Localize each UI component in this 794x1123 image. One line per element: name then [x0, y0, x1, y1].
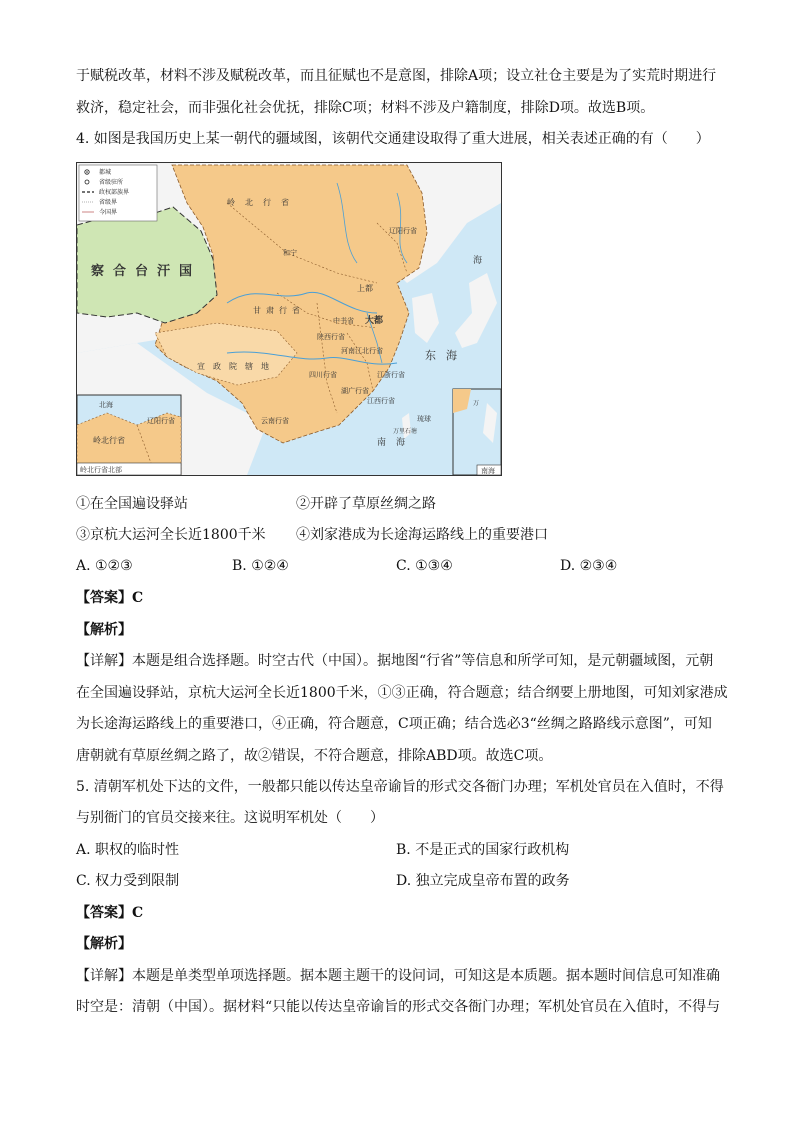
q5-detail-line: 时空是：清朝（中国）。据材料“只能以传达皇帝谕旨的形式交各衙门办理；军机处官员在入值时，不得与: [76, 999, 721, 1015]
q4-answer: 【答案】C: [76, 590, 144, 606]
label-liuqiu: 琉球: [417, 415, 431, 423]
statement-3: ③京杭大运河全长近1800千米: [76, 527, 266, 543]
label-shaanxi: 陕西行省: [317, 333, 345, 341]
label-shangdu: 上都: [357, 284, 373, 293]
legend-prov-seat: 省级驻所: [99, 179, 124, 186]
q5-choice-d[interactable]: D. 独立完成皇帝布置的政务: [396, 873, 570, 889]
q4-detail-line: 在全国遍设驿站，京杭大运河全长近1800千米，①③正确，符合题意；结合纲要上册地图，可知刘家港成: [76, 685, 728, 701]
q5-detail-line: 【详解】本题是单类型单项选择题。据本题主题干的设问词，可知这是本质题。据本题时间信息可知准确: [76, 968, 720, 984]
q4-detail-line: 为长途海运路线上的重要港口，④正确，符合题意，C项正确；结合选必3“丝绸之路路线示意图”，可知: [76, 716, 712, 732]
q5-choice-b[interactable]: B. 不是正式的国家行政机构: [396, 842, 570, 858]
question-5-stem: 5. 清朝军机处下达的文件，一般都只能以传达皇帝谕旨的形式交各衙门办理；军机处官员在入值时，不得: [76, 779, 724, 795]
q4-detail-line: 【详解】本题是组合选择题。时空古代（中国）。据地图“行省”等信息和所学可知，是元朝疆域图，元朝: [76, 653, 714, 669]
label-wanli: 万里石塘: [393, 428, 418, 435]
inset-title: 岭北行省北部: [80, 466, 122, 474]
legend-capital: 都城: [99, 169, 112, 176]
inset-wan-label: 万: [473, 400, 480, 407]
q4-choice-a[interactable]: A. ①②③: [76, 558, 133, 574]
q4-detail-line: 唐朝就有草原丝绸之路了，故②错误，不符合题意，排除ABD项。故选C项。: [76, 748, 553, 764]
inset-label-lingbei: 岭北行省: [93, 436, 125, 445]
statement-4: ④刘家港成为长途海运路线上的重要港口: [296, 527, 548, 543]
q4-analysis-title: 【解析】: [76, 622, 132, 638]
inset-south-sea-title: 南海: [481, 467, 495, 475]
legend-prov-border: 省级界: [99, 199, 118, 206]
inset-label-sea: 北海: [99, 401, 113, 409]
label-liaoyang: 辽阳行省: [389, 227, 417, 235]
label-sichuan: 四川行省: [309, 371, 337, 379]
label-sea: 海: [473, 256, 483, 266]
text-line: 救济，稳定社会，而非强化社会优抚，排除C项；材料不涉及户籍制度，排除D项。故选B项。: [76, 100, 655, 116]
statement-1: ①在全国遍设驿站: [76, 496, 188, 512]
label-jiangzhe: 江浙行省: [377, 371, 405, 379]
label-dadu: 大都: [365, 316, 384, 326]
label-chagatai: 察合台汗国: [91, 264, 202, 279]
q4-choice-b[interactable]: B. ①②④: [232, 558, 289, 574]
q5-choice-c[interactable]: C. 权力受到限制: [76, 873, 180, 889]
q5-answer: 【答案】C: [76, 905, 144, 921]
label-hening: 和宁: [283, 249, 297, 257]
label-xuanzheng: 宣政院辖地: [197, 362, 277, 371]
legend-regime-border: 政权部族界: [99, 189, 130, 196]
label-east-sea: 东海: [425, 349, 467, 362]
label-lingbei: 岭北行省: [227, 198, 299, 207]
label-huguang: 湖广行省: [341, 387, 369, 395]
legend-modern-border: 今国界: [99, 209, 118, 216]
label-jiangxi: 江西行省: [367, 397, 395, 405]
inset-label-liaoyang: 辽阳行省: [147, 417, 175, 425]
text-line: 于赋税改革，材料不涉及赋税改革，而且征赋也不是意图，排除A项；设立社仓主要是为了实荒时期进行: [76, 68, 717, 84]
label-gansu: 甘肃行省: [253, 306, 305, 315]
q4-choice-c[interactable]: C. ①③④: [396, 558, 453, 574]
statement-2: ②开辟了草原丝绸之路: [296, 496, 436, 512]
question-4-stem: 4. 如图是我国历史上某一朝代的疆域图，该朝代交通建设取得了重大进展，相关表述正确的有（ ）: [76, 131, 710, 147]
label-henan: 河南江北行省: [341, 347, 383, 355]
yuan-dynasty-map: [76, 162, 502, 476]
q4-choice-d[interactable]: D. ②③④: [560, 558, 618, 574]
label-yunnan: 云南行省: [261, 417, 289, 425]
map-labels: [77, 163, 501, 475]
q5-analysis-title: 【解析】: [76, 936, 132, 952]
q5-choice-a[interactable]: A. 职权的临时性: [76, 842, 180, 858]
question-5-stem: 与别衙门的官员交接来往。这说明军机处（ ）: [76, 810, 384, 826]
label-zhongshu: 中书省: [333, 317, 354, 325]
label-south-sea: 南海: [377, 438, 416, 448]
